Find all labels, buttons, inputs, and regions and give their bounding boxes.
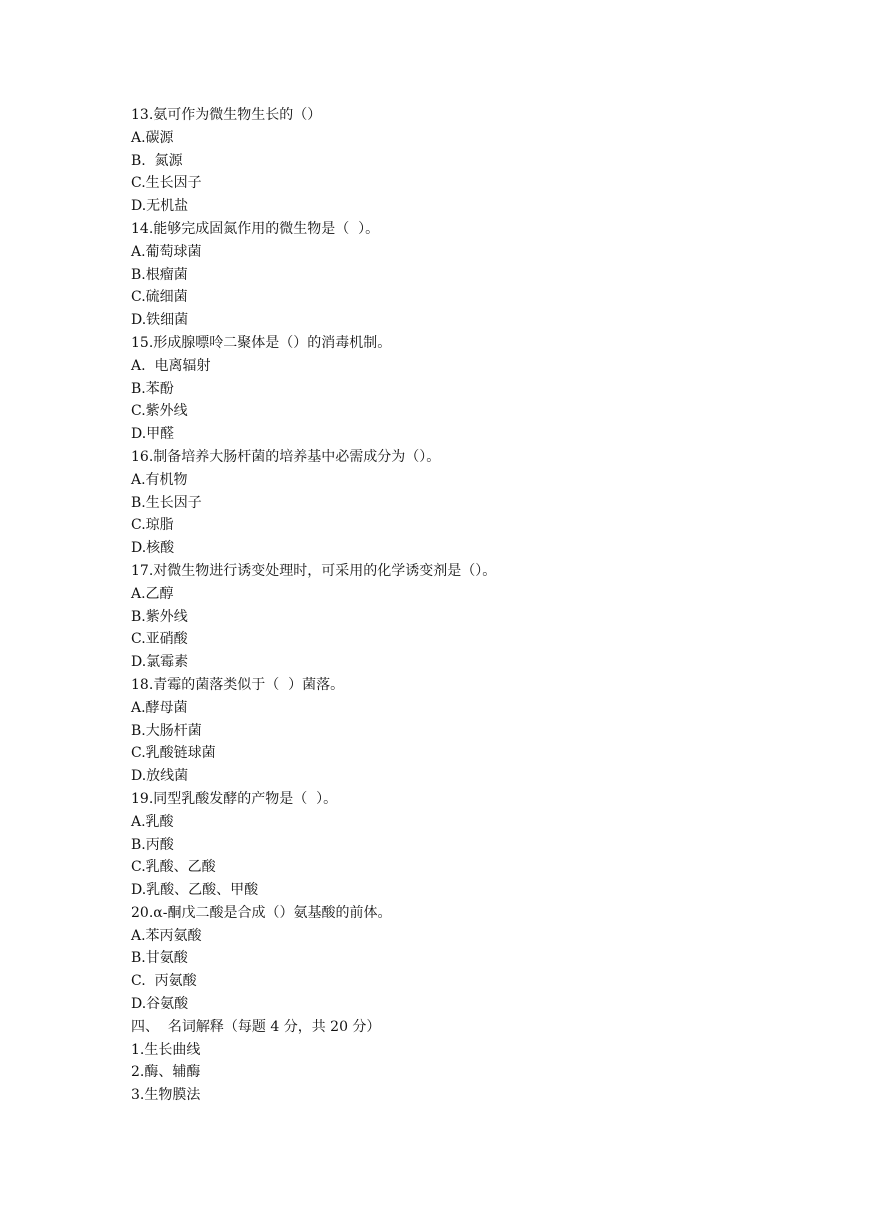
option-17-c: C.亚硝酸 bbox=[131, 631, 188, 648]
question-15: 15.形成腺嘌呤二聚体是（）的消毒机制。 bbox=[131, 334, 392, 351]
question-19: 19.同型乳酸发酵的产物是（ ）。 bbox=[131, 790, 338, 807]
option-15-d: D.甲醛 bbox=[131, 426, 175, 443]
term-1: 1.生长曲线 bbox=[131, 1041, 201, 1058]
term-2: 2.酶、辅酶 bbox=[131, 1064, 201, 1081]
option-20-d: D.谷氨酸 bbox=[131, 996, 189, 1013]
option-17-a: A.乙醇 bbox=[131, 585, 174, 602]
question-17: 17.对微生物进行诱变处理时，可采用的化学诱变剂是（）。 bbox=[131, 562, 497, 579]
option-16-d: D.核酸 bbox=[131, 540, 175, 557]
option-13-b: B. 氮源 bbox=[131, 152, 183, 169]
option-19-c: C.乳酸、乙酸 bbox=[131, 859, 216, 876]
option-18-d: D.放线菌 bbox=[131, 768, 189, 785]
question-13: 13.氨可作为微生物生长的（） bbox=[131, 107, 322, 123]
option-15-c: C.紫外线 bbox=[131, 403, 188, 420]
question-14: 14.能够完成固氮作用的微生物是（ ）。 bbox=[131, 220, 380, 237]
option-20-b: B.甘氨酸 bbox=[131, 950, 188, 967]
option-13-a: A.碳源 bbox=[131, 129, 174, 146]
option-14-b: B.根瘤菌 bbox=[131, 266, 188, 283]
option-14-d: D.铁细菌 bbox=[131, 312, 189, 329]
term-3: 3.生物膜法 bbox=[131, 1087, 201, 1104]
option-19-d: D.乳酸、乙酸、甲酸 bbox=[131, 882, 259, 899]
option-16-b: B.生长因子 bbox=[131, 494, 202, 511]
option-19-b: B.丙酸 bbox=[131, 836, 174, 853]
option-18-a: A.酵母菌 bbox=[131, 699, 188, 716]
option-20-a: A.苯丙氨酸 bbox=[131, 927, 202, 944]
option-16-a: A.有机物 bbox=[131, 471, 188, 488]
option-16-c: C.琼脂 bbox=[131, 517, 174, 534]
option-18-c: C.乳酸链球菌 bbox=[131, 745, 216, 762]
option-19-a: A.乳酸 bbox=[131, 813, 174, 830]
option-13-d: D.无机盐 bbox=[131, 198, 189, 215]
option-14-a: A.葡萄球菌 bbox=[131, 243, 202, 260]
option-20-c: C. 丙氨酸 bbox=[131, 973, 197, 990]
question-18: 18.青霉的菌落类似于（ ）菌落。 bbox=[131, 676, 345, 693]
option-15-b: B.苯酚 bbox=[131, 380, 174, 397]
option-17-b: B.紫外线 bbox=[131, 608, 188, 625]
option-17-d: D.氯霉素 bbox=[131, 654, 189, 671]
question-20: 20.α-酮戊二酸是合成（）氨基酸的前体。 bbox=[131, 904, 392, 921]
option-13-c: C.生长因子 bbox=[131, 175, 202, 192]
document-body bbox=[131, 104, 771, 1107]
option-18-b: B.大肠杆菌 bbox=[131, 722, 202, 739]
option-14-c: C.硫细菌 bbox=[131, 289, 188, 306]
question-16: 16.制备培养大肠杆菌的培养基中必需成分为（）。 bbox=[131, 448, 441, 465]
option-15-a: A. 电离辐射 bbox=[131, 357, 211, 374]
section-heading: 四、 名词解释（每题 4 分，共 20 分） bbox=[131, 1018, 381, 1035]
